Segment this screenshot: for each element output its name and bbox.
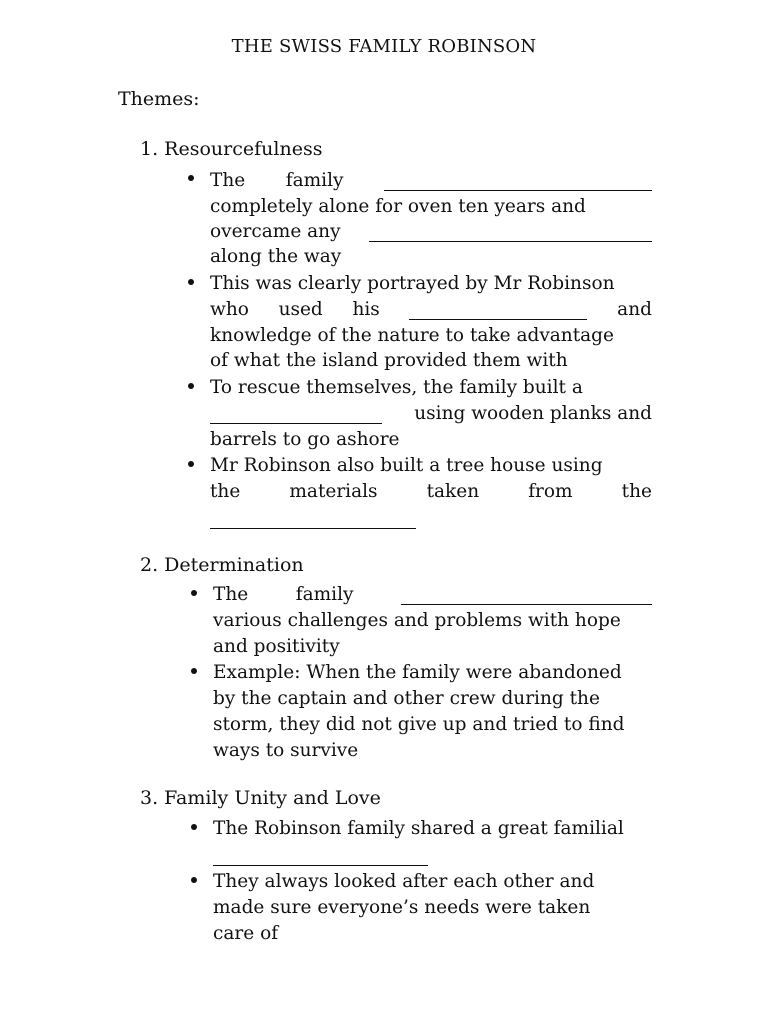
fill-in-blank[interactable] <box>210 528 416 529</box>
bullet-line <box>213 631 652 657</box>
bullet-text: from <box>528 481 573 502</box>
bullet-text: materials <box>289 481 378 502</box>
list-item <box>210 165 652 191</box>
bullet-text: family <box>295 584 354 605</box>
bullet-text: made sure everyone’s needs were taken <box>213 897 591 918</box>
bullet-marker <box>188 383 194 389</box>
bullet-line <box>213 709 652 735</box>
bullet-text: The <box>213 584 249 605</box>
bullet-marker <box>191 877 197 883</box>
bullet-marker <box>188 175 194 181</box>
bullet-text: care of <box>213 923 279 944</box>
bullet-line <box>213 735 652 761</box>
bullet-marker <box>188 461 194 467</box>
bullet-text: To rescue themselves, the family built a <box>210 377 583 398</box>
bullet-text: overcame any <box>210 221 341 242</box>
bullet-line <box>210 241 652 267</box>
bullet-text: used <box>278 299 323 320</box>
bullet-text: completely alone for oven ten years and <box>210 196 586 217</box>
bullet-text: ways to survive <box>213 740 359 761</box>
bullet-line <box>210 476 652 502</box>
bullet-text: taken <box>426 481 480 502</box>
bullet-text: Mr Robinson also built a tree house using <box>210 455 603 476</box>
bullet-line <box>210 294 652 320</box>
bullet-marker <box>191 824 197 830</box>
bullet-text: This was clearly portrayed by Mr Robinson <box>210 273 615 294</box>
bullet-line <box>213 683 652 709</box>
bullet-text: various challenges and problems with hope <box>213 610 621 631</box>
bullet-text: The <box>210 170 246 191</box>
bullet-text: his <box>352 299 380 320</box>
bullet-line <box>213 840 652 866</box>
bullet-text: family <box>285 170 344 191</box>
bullet-line <box>210 320 652 346</box>
bullet-text: Example: When the family were abandoned <box>213 662 622 683</box>
list-item <box>213 657 652 683</box>
bullet-text: They always looked after each other and <box>213 871 595 892</box>
bullet-line <box>210 398 652 424</box>
themes-label: Themes: <box>118 88 200 110</box>
bullet-line <box>213 918 652 944</box>
bullet-text: barrels to go ashore <box>210 429 400 450</box>
bullet-text: and <box>617 299 652 320</box>
list-item <box>213 813 652 839</box>
bullet-text: of what the island provided them with <box>210 350 568 371</box>
bullet-text: The Robinson family shared a great familial <box>213 818 624 839</box>
bullet-marker <box>191 668 197 674</box>
bullet-text: the <box>621 481 652 502</box>
section-heading-family-unity: 3. Family Unity and Love <box>140 787 381 809</box>
section-heading-determination: 2. Determination <box>140 554 304 576</box>
list-item <box>210 450 652 476</box>
bullet-line <box>210 191 652 217</box>
bullet-line <box>210 424 652 450</box>
bullet-line <box>210 345 652 371</box>
bullet-text: by the captain and other crew during the <box>213 688 600 709</box>
list-item <box>210 268 652 294</box>
bullet-line <box>210 216 652 242</box>
page-title: THE SWISS FAMILY ROBINSON <box>231 36 537 57</box>
bullet-text: knowledge of the nature to take advantage <box>210 325 614 346</box>
bullet-text: along the way <box>210 246 342 267</box>
list-item <box>210 372 652 398</box>
bullet-text: using wooden planks and <box>414 403 652 424</box>
list-item <box>213 866 652 892</box>
bullet-marker <box>191 590 197 596</box>
bullet-marker <box>188 279 194 285</box>
bullet-text: who <box>210 299 249 320</box>
bullet-text: and positivity <box>213 636 340 657</box>
bullet-line <box>210 503 652 529</box>
bullet-line <box>213 892 652 918</box>
bullet-text: the <box>210 481 241 502</box>
list-item <box>213 579 652 605</box>
bullet-text: storm, they did not give up and tried to find <box>213 714 625 735</box>
bullet-line <box>213 605 652 631</box>
section-heading-resourcefulness: 1. Resourcefulness <box>140 138 323 160</box>
